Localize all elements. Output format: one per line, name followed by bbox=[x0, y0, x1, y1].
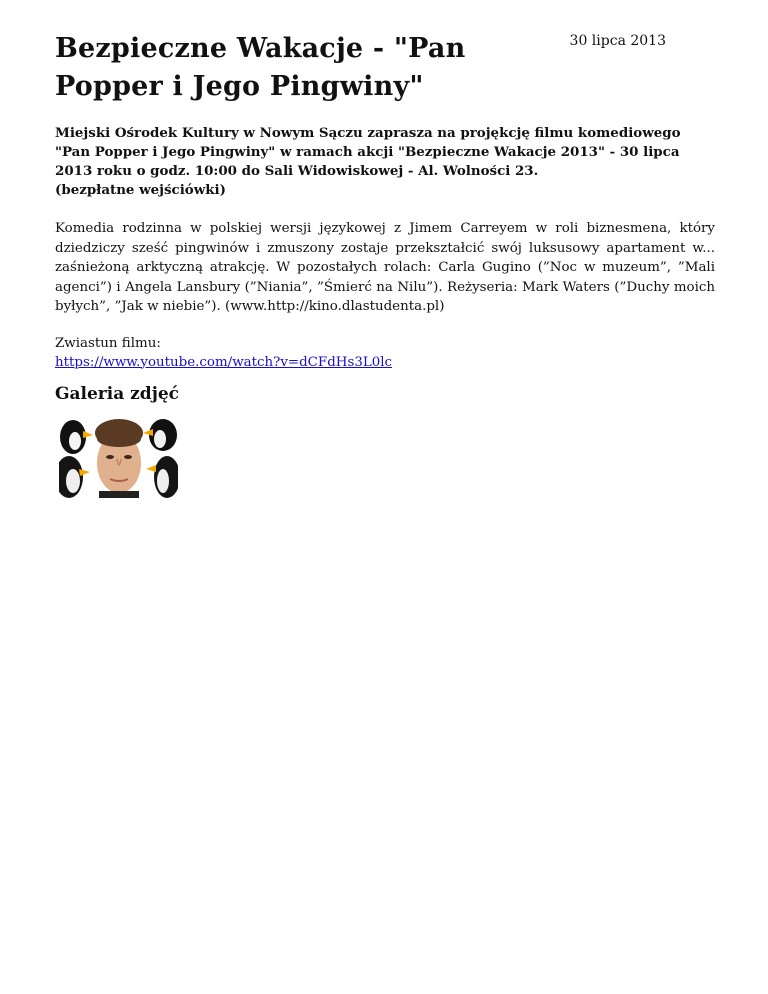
gallery-title: Galeria zdjęć bbox=[55, 383, 180, 404]
lead-text: Miejski Ośrodek Kultury w Nowym Sączu zaprasza na projękcję filmu komediowego "Pan Popper i Jego Pingwiny" w ramach akcji "Bezpieczne Wakacje 2013" - 30 lipca 2013 roku o godz. 10:00 do Sali Widowiskowej - Al. Wolności 23. bbox=[55, 125, 681, 179]
article-body: Komedia rodzinna w polskiej wersji językowej z Jimem Carreyem w roli biznesmena, który dziedziczy sześć pingwinów i zmuszony zostaje przekształcić swój luksusowy apartament w... zaśnieżoną arktyczną atrakcję. W pozostałych rolach: Carla Gugino (”Noc w muzeum”, ”Mali agenci”) i Angela Lansbury (”Niania”, ”Śmierć na Nilu”). Reżyseria: Mark Waters (”Duchy moich byłych”, ”Jak w niebie”). (www.http://kino.dlastudenta.pl) bbox=[55, 221, 715, 314]
poster-image bbox=[59, 419, 178, 498]
article bbox=[55, 30, 715, 498]
article-lead bbox=[55, 124, 715, 200]
article-header bbox=[55, 30, 715, 106]
gallery-thumbnail[interactable] bbox=[59, 419, 178, 498]
trailer-section bbox=[55, 334, 715, 372]
article-title: Bezpieczne Wakacje - "Pan Popper i Jego Pingwiny" bbox=[55, 33, 466, 102]
trailer-link[interactable]: https://www.youtube.com/watch?v=dCFdHs3L0lc bbox=[55, 354, 393, 370]
lead-note: (bezpłatne wejściówki) bbox=[55, 182, 226, 198]
trailer-label: Zwiastun filmu: bbox=[55, 335, 161, 351]
article-date: 30 lipca 2013 bbox=[569, 33, 666, 49]
